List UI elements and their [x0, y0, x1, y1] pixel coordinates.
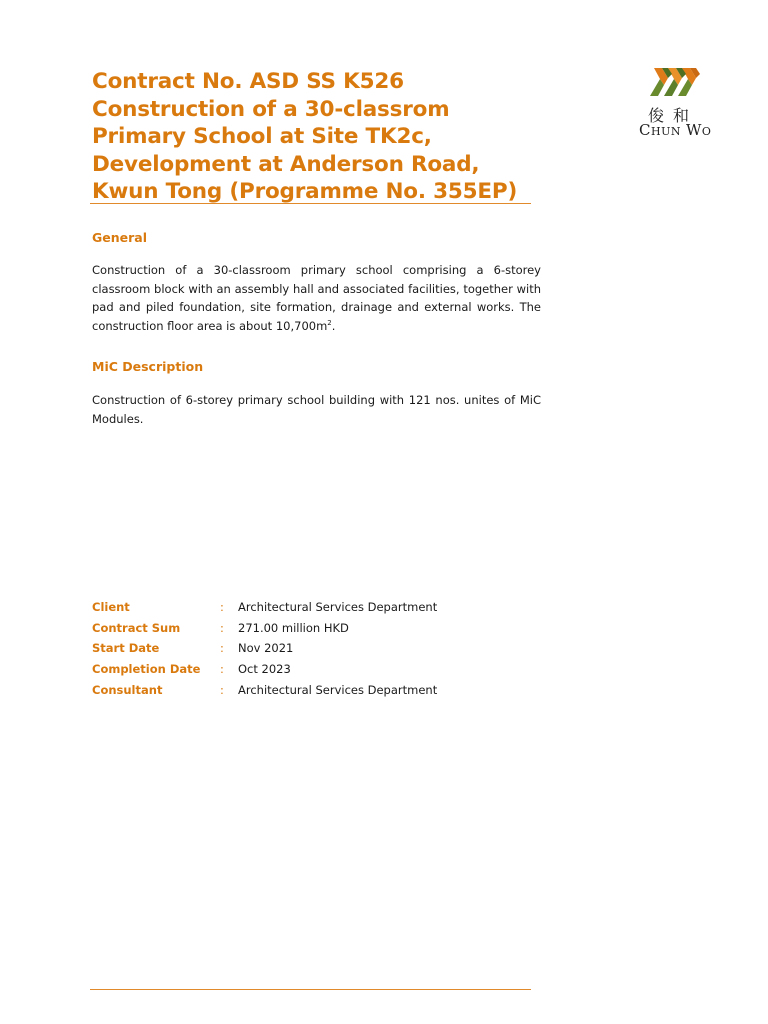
info-value: Oct 2023 [238, 662, 291, 677]
info-colon: : [220, 620, 224, 635]
general-heading: General [92, 230, 147, 245]
info-colon: : [220, 662, 224, 677]
info-row-start-date [92, 638, 437, 659]
general-description: Construction of a 30-classroom primary school comprising a 6-storey classroom block with an assembly hall and associated facilities, together with pad and piled foundation, site formation, drainage and external works. The construction floor area is about $10,700m^2$. [92, 263, 541, 333]
info-row-client [92, 597, 437, 618]
chun-wo-logo-icon [638, 66, 720, 106]
title-line: Construction of a 30-classrom [92, 96, 450, 122]
info-value: 271.00 million HKD [238, 620, 349, 635]
document-title [92, 68, 542, 206]
info-colon: : [220, 600, 224, 615]
info-value: Architectural Services Department [238, 682, 438, 697]
title-line: Contract No. ASD SS K526 [92, 69, 404, 94]
info-value: Architectural Services Department [238, 600, 438, 615]
info-value: Nov 2021 [238, 641, 294, 656]
title-line: Primary School at Site TK2c, [92, 124, 432, 149]
title-divider [90, 203, 531, 204]
title-line: Development at Anderson Road, [92, 151, 480, 177]
mic-heading: MiC Description [92, 359, 204, 374]
info-row-contract-sum [92, 618, 437, 639]
logo-english-name: CHUN WO [639, 121, 712, 139]
info-row-completion-date [92, 659, 437, 680]
logo-mark [650, 68, 700, 96]
mic-description: Construction of 6-storey primary school building with 121 nos. unites of MiC Modules. [92, 393, 541, 426]
title-line: Kwun Tong (Programme No. 355EP) [92, 179, 518, 204]
info-row-consultant [92, 679, 437, 700]
contract-info-table [92, 597, 437, 700]
info-label: Start Date [92, 641, 160, 656]
info-colon: : [220, 641, 224, 656]
logo-chinese-name: 俊和 [648, 106, 699, 125]
footer-divider [90, 989, 531, 990]
info-label: Client [92, 600, 130, 615]
info-label: Consultant [92, 682, 163, 697]
info-label: Completion Date [92, 662, 201, 677]
info-label: Contract Sum [92, 620, 181, 635]
info-colon: : [220, 682, 224, 697]
